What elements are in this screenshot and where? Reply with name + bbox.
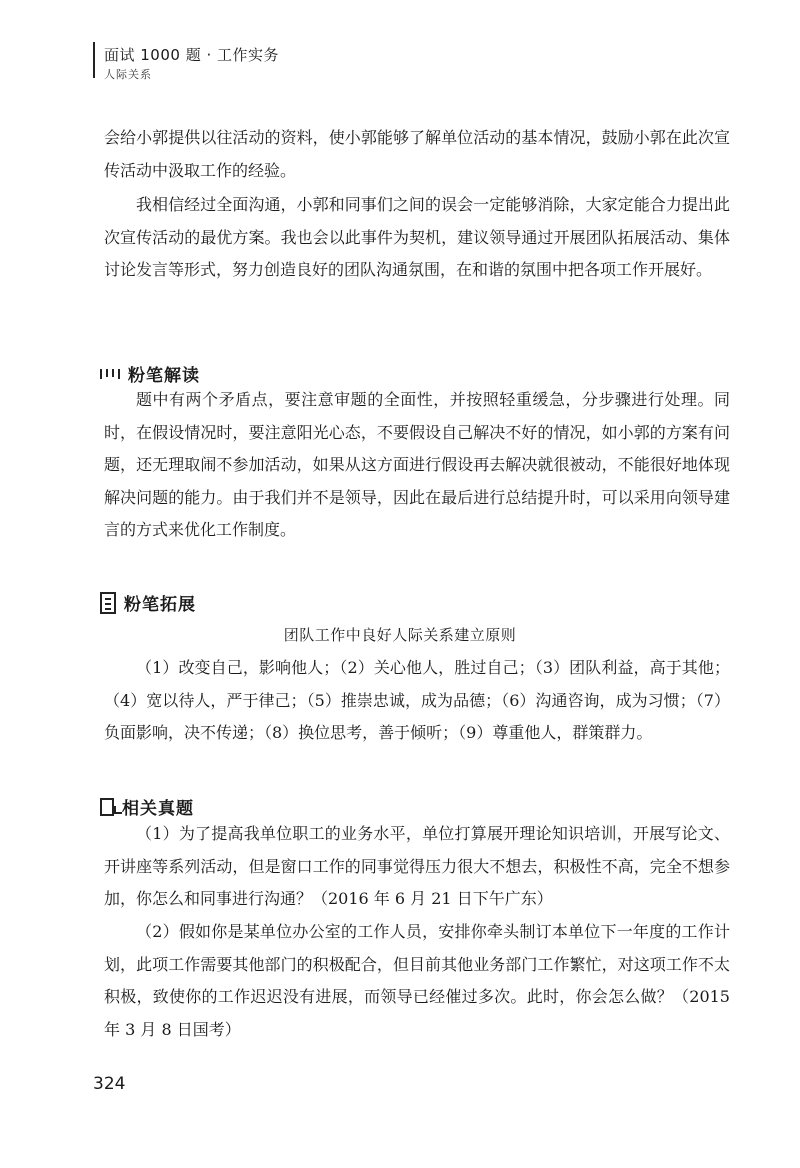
- related-question-2: （2）假如你是某单位办公室的工作人员，安排你牵头制订本单位下一年度的工作计划，此项工作需要其他部门的积极配合，但目前其他业务部门工作繁忙，对这项工作不太积极，致使你的工作迟迟没有进展，而领导已经催过多次。此时，你会怎么做？（2015 年 3 月 8 日国考）: [104, 922, 730, 1039]
- bars-icon: [100, 369, 120, 379]
- running-header-title: 面试 1000 题 · 工作实务: [104, 46, 280, 64]
- section-title: 相关真题: [122, 799, 194, 819]
- extension-paragraph: （1）改变自己，影响他人；（2）关心他人，胜过自己；（3）团队利益，高于其他；（4）宽以待人，严于律己；（5）推崇忠诚，成为品德；（6）沟通咨询，成为习惯；（7）负面影响，决不传递；（8）换位思考，善于倾听；（9）尊重他人，群策群力。: [104, 658, 730, 742]
- section-heading-related: [100, 794, 194, 819]
- note-icon: [100, 798, 114, 816]
- running-header-subtitle: 人际关系: [104, 68, 152, 81]
- section-heading-interpretation: [100, 361, 200, 386]
- extension-subtitle: 团队工作中良好人际关系建立原则: [283, 626, 517, 644]
- page-number: 324: [93, 1074, 126, 1094]
- header-rule: [93, 42, 95, 78]
- section-heading-extension: [100, 590, 196, 615]
- book-icon: [100, 592, 116, 614]
- section-title: 粉笔解读: [128, 366, 200, 386]
- interpretation-paragraph: 题中有两个矛盾点，要注意审题的全面性，并按照轻重缓急，分步骤进行处理。同时，在假设情况时，要注意阳光心态，不要假设自己解决不好的情况，如小郭的方案有问题，还无理取闹不参加活动，如果从这方面进行假设再去解决就很被动，不能很好地体现解决问题的能力。由于我们并不是领导，因此在最后进行总结提升时，可以采用向领导建言的方式来优化工作制度。: [104, 390, 730, 539]
- section-title: 粉笔拓展: [124, 595, 196, 615]
- related-question-1: （1）为了提高我单位职工的业务水平，单位打算展开理论知识培训，开展写论文、开讲座等系列活动，但是窗口工作的同事觉得压力很大不想去，积极性不高，完全不想参加，你怎么和同事进行沟通？（2016 年 6 月 21 日下午广东）: [104, 824, 730, 908]
- intro-paragraph-2: 我相信经过全面沟通，小郭和同事们之间的误会一定能够消除，大家定能合力提出此次宣传活动的最优方案。我也会以此事件为契机，建议领导通过开展团队拓展活动、集体讨论发言等形式，努力创造良好的团队沟通氛围，在和谐的氛围中把各项工作开展好。: [104, 195, 730, 279]
- intro-paragraph-1: 会给小郭提供以往活动的资料，使小郭能够了解单位活动的基本情况，鼓励小郭在此次宣传活动中汲取工作的经验。: [104, 128, 730, 180]
